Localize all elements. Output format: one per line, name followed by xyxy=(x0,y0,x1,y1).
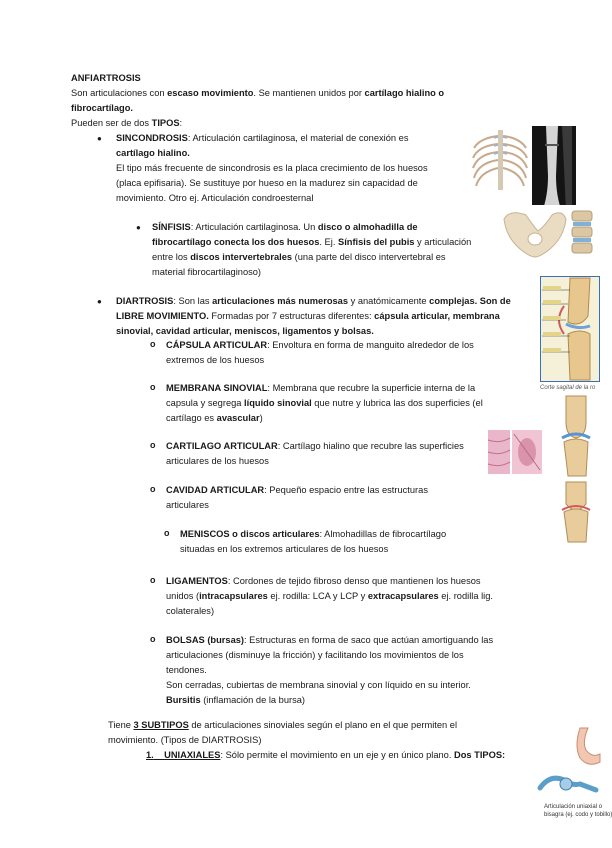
figure-pelvis-vertebrae xyxy=(500,205,600,269)
figure-elbow xyxy=(568,728,600,768)
sinfisis-line-3: entre los discos intervertebrales (una parte del disco intervertebral es xyxy=(152,252,446,262)
figure-hinge-caption-2: bisagra (ej. codo y tobillo) xyxy=(544,812,612,818)
membrana-line-1: MEMBRANA SINOVIAL: Membrana que recubre la superficie interna de la xyxy=(166,383,476,393)
meniscos-line-1: MENISCOS o discos articulares: Almohadillas de fibrocartílago xyxy=(180,529,447,539)
bolsas-line-5: Bursitis (inflamación de la bursa) xyxy=(166,695,306,705)
cavidad-line-1: CAVIDAD ARTICULAR: Pequeño espacio entre las estructuras xyxy=(166,485,428,495)
membrana-line-2: capsula y segrega líquido sinovial que nutre y lubrica las dos superficies (el xyxy=(166,398,483,408)
figure-knee-caption: Corte sagital de la ro xyxy=(540,385,596,391)
sincondrosis-line-3: El tipo más frecuente de sincondrosis es la placa crecimiento de los huesos xyxy=(116,163,428,173)
sincondrosis-line-5: movimiento. Otro ej. Articulación condroesternal xyxy=(116,193,314,203)
obullet-cavidad: o xyxy=(150,484,156,494)
subtipos-line-1: Tiene 3 SUBTIPOS de articulaciones sinoviales según el plano en el que permiten el xyxy=(108,720,458,730)
figure-xray-growth-plate xyxy=(532,126,576,212)
cavidad-line-2: articulares xyxy=(166,500,209,510)
bolsas-line-2: articulaciones (disminuye la fricción) y facilitando los movimientos de los xyxy=(166,650,464,660)
bolsas-line-3: tendones. xyxy=(166,665,207,675)
diartrosis-line-3: sinovial, cavidad articular, meniscos, ligamentos y bolsas. xyxy=(116,326,374,336)
sincondrosis-line-2: cartílago hialino. xyxy=(116,148,190,158)
capsula-line-2: extremos de los huesos xyxy=(166,355,265,365)
diartrosis-line-1: DIARTROSIS: Son las articulaciones más numerosas y anatómicamente complejas. Son de xyxy=(116,296,511,306)
obullet-capsula: o xyxy=(150,339,156,349)
ligamentos-line-2: unidos (intracapsulares ej. rodilla: LCA y LCP y extracapsulares ej. rodilla lig. xyxy=(166,591,493,601)
figure-knee-joint xyxy=(544,396,600,542)
meniscos-line-2: situadas en los extremos articulares de los huesos xyxy=(180,544,389,554)
figure-histology-1 xyxy=(488,430,510,474)
obullet-meniscos: o xyxy=(164,528,170,538)
figure-hinge-joint xyxy=(536,768,600,802)
bolsas-line-4: Son cerradas, cubiertas de membrana sinovial y con líquido en su interior. xyxy=(166,680,471,690)
diartrosis-line-2: LIBRE MOVIMIENTO. Formadas por 7 estructuras diferentes: cápsula articular, membrana xyxy=(116,311,500,321)
section-title-anfiartrosis: ANFIARTROSIS xyxy=(71,73,141,83)
anfiartrosis-line-3: Pueden ser de dos TIPOS: xyxy=(71,118,183,128)
ligamentos-line-1: LIGAMENTOS: Cordones de tejido fibroso denso que mantienen los huesos xyxy=(166,576,481,586)
capsula-line-1: CÁPSULA ARTICULAR: Envoltura en forma de manguito alrededor de los xyxy=(166,340,474,350)
cartilago-line-2: articulares de los huesos xyxy=(166,456,269,466)
figure-histology-2 xyxy=(512,430,542,474)
anfiartrosis-line-1: Son articulaciones con escaso movimiento. Se mantienen unidos por cartílago hialino o xyxy=(71,88,445,98)
figure-knee-sagittal xyxy=(540,276,600,382)
obullet-bolsas: o xyxy=(150,634,156,644)
figure-hinge-caption-1: Articulación uniaxial o xyxy=(544,804,603,810)
obullet-membrana: o xyxy=(150,382,156,392)
ligamentos-line-3: colaterales) xyxy=(166,606,215,616)
obullet-ligamentos: o xyxy=(150,575,156,585)
cartilago-line-1: CARTILAGO ARTICULAR: Cartílago hialino que recubre las superficies xyxy=(166,441,464,451)
bullet-diartrosis: ● xyxy=(97,297,102,306)
bolsas-line-1: BOLSAS (bursas): Estructuras en forma de saco que actúan amortiguando las xyxy=(166,635,494,645)
sinfisis-line-2: fibrocartílago conecta los dos huesos. Ej. Sínfisis del pubis y articulación xyxy=(152,237,472,247)
sincondrosis-line-1: SINCONDROSIS: Articulación cartilaginosa, el material de conexión es xyxy=(116,133,409,143)
anfiartrosis-line-2: fibrocartílago. xyxy=(71,103,133,113)
bullet-sincondrosis: ● xyxy=(97,134,102,143)
sincondrosis-line-4: (placa epifisaria). Se sustituye por hueso en la madurez sin capacidad de xyxy=(116,178,418,188)
sinfisis-line-1: SÍNFISIS: Articulación cartilaginosa. Un disco o almohadilla de xyxy=(152,222,418,232)
uniaxiales-line: 1. UNIAXIALES: Sólo permite el movimiento en un eje y en único plano. Dos TIPOS: xyxy=(146,750,506,760)
subtipos-line-2: movimiento. (Tipos de DIARTROSIS) xyxy=(108,735,262,745)
figure-rib-cage xyxy=(470,126,530,200)
obullet-cartilago: o xyxy=(150,440,156,450)
membrana-line-3: cartílago es avascular) xyxy=(166,413,263,423)
sinfisis-line-4: material fibrocartilaginoso) xyxy=(152,267,262,277)
bullet-sinfisis: ● xyxy=(136,223,141,232)
